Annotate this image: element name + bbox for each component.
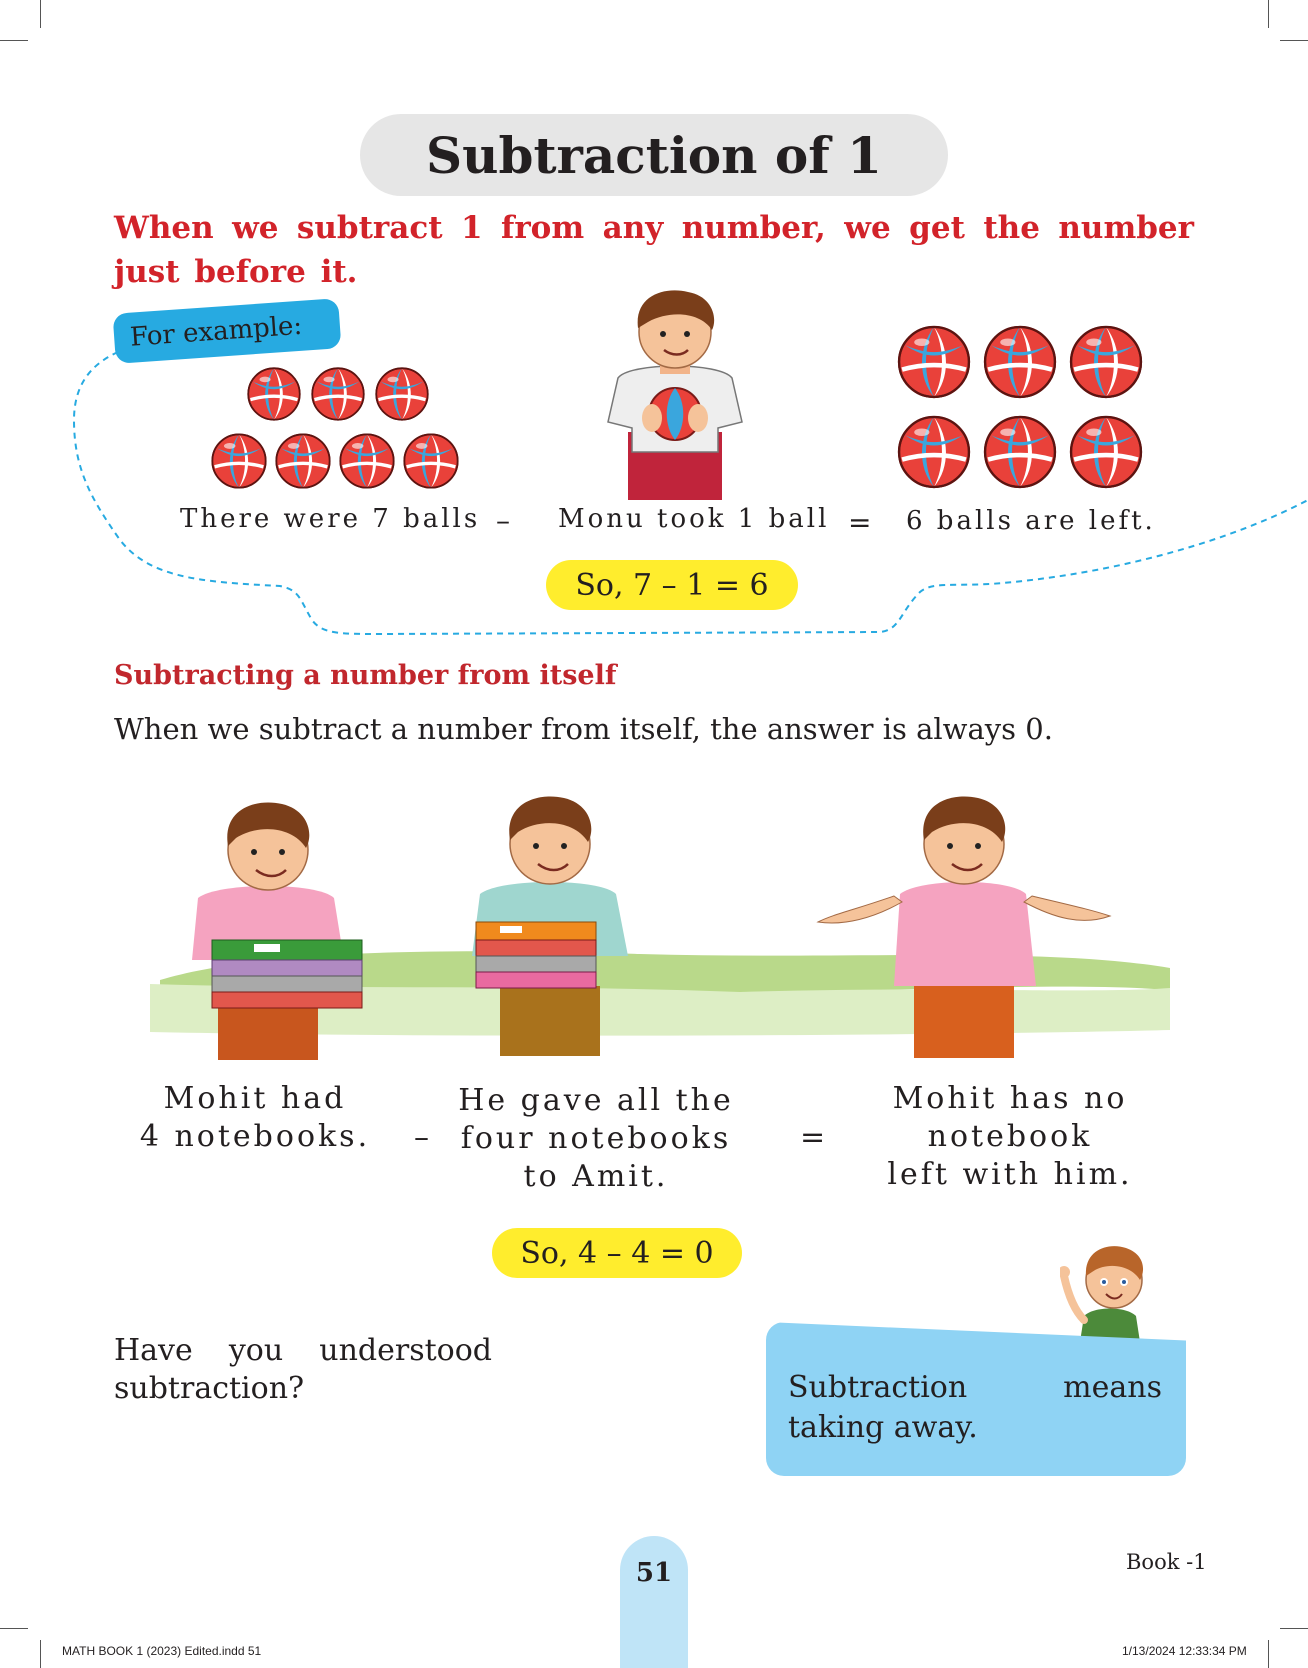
waving-boy-icon	[1060, 1236, 1160, 1342]
caption-gave-all-line3: to Amit.	[523, 1159, 669, 1194]
caption-mohit-had	[130, 1080, 380, 1156]
beach-ball-icon	[246, 366, 302, 422]
beach-ball-icon	[210, 432, 268, 490]
beach-ball-icon	[274, 432, 332, 490]
boy-empty-handed-icon	[814, 786, 1114, 1070]
page-number-tab	[620, 1536, 688, 1668]
crop-mark	[1268, 1640, 1269, 1668]
example-label: For example:	[129, 310, 304, 353]
equals-sign-2: =	[800, 1120, 826, 1155]
caption-gave-all-line1: He gave all the	[458, 1083, 734, 1118]
crop-mark	[1280, 1628, 1308, 1629]
caption-no-notebook-line3: left with him.	[887, 1157, 1133, 1192]
beach-ball-icon	[402, 432, 460, 490]
boy-with-notebooks-icon	[178, 790, 378, 1070]
caption-gave-all	[446, 1082, 746, 1196]
beach-ball-icon	[982, 414, 1058, 490]
beach-ball-icon	[896, 414, 972, 490]
caption-seven-balls: There were 7 balls	[180, 504, 481, 534]
caption-monu-took: Monu took 1 ball	[558, 504, 830, 534]
footer-timestamp: 1/13/2024 12:33:34 PM	[1122, 1644, 1247, 1658]
caption-gave-all-line2: four notebooks	[460, 1121, 732, 1156]
book-label: Book -1	[1126, 1550, 1207, 1574]
equals-sign: =	[848, 506, 872, 539]
result-pill-2	[492, 1228, 742, 1278]
result-equation-2: So, 4 – 4 = 0	[520, 1235, 714, 1271]
boy-holding-ball-icon	[600, 282, 750, 500]
beach-ball-icon	[1068, 414, 1144, 490]
caption-no-notebook-line1: Mohit has no	[892, 1081, 1128, 1116]
boy-giving-notebooks-icon	[466, 786, 646, 1070]
six-balls-group	[896, 324, 1146, 484]
crop-mark	[40, 1640, 41, 1668]
crop-mark	[0, 1628, 28, 1629]
caption-no-notebook	[870, 1080, 1150, 1194]
caption-mohit-had-line1: Mohit had	[163, 1081, 347, 1116]
result-pill-1	[546, 560, 798, 610]
speech-text: Subtraction means taking away.	[788, 1370, 1162, 1445]
minus-sign-2: –	[414, 1120, 429, 1155]
beach-ball-icon	[338, 432, 396, 490]
page-title: Subtraction of 1	[426, 125, 882, 185]
beach-ball-icon	[982, 324, 1058, 400]
seven-balls-group	[210, 366, 470, 496]
result-equation-1: So, 7 – 1 = 6	[575, 567, 769, 603]
caption-balls-left: 6 balls are left.	[906, 506, 1156, 536]
beach-ball-icon	[896, 324, 972, 400]
beach-ball-icon	[310, 366, 366, 422]
footer-file-info: MATH BOOK 1 (2023) Edited.indd 51	[62, 1644, 262, 1658]
beach-ball-icon	[1068, 324, 1144, 400]
rule-statement: When we subtract 1 from any number, we get the number just before it.	[114, 210, 1194, 290]
beach-ball-icon	[374, 366, 430, 422]
section-heading: Subtracting a number from itself	[114, 660, 617, 691]
question-text: Have you understood subtraction?	[114, 1333, 492, 1406]
caption-mohit-had-line2: 4 notebooks.	[139, 1119, 371, 1154]
caption-no-notebook-line2: notebook	[927, 1119, 1093, 1154]
minus-sign: –	[496, 504, 510, 537]
page-number: 51	[635, 1558, 673, 1588]
section-text: When we subtract a number from itself, the answer is always 0.	[114, 712, 1053, 746]
